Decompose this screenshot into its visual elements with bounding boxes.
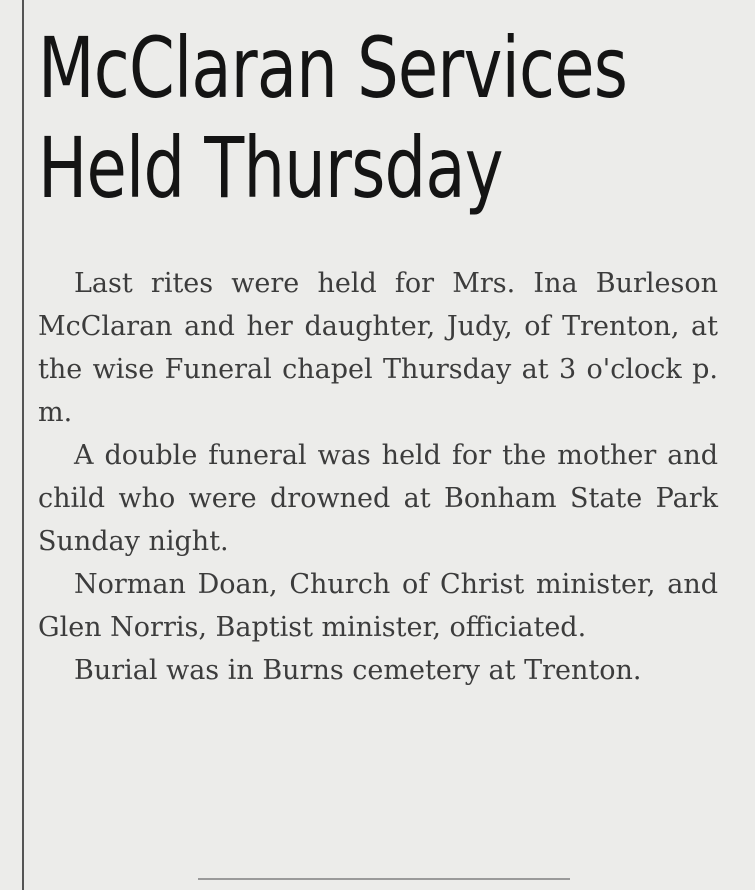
paragraph-burial: Burial was in Burns cemetery at Trenton. [74, 655, 642, 686]
paragraph-last-rites: Last rites were held for Mrs. Ina Burleson McClaran and her daughter, Judy, of Trenton, at the wise Funeral chapel Thursday at 3 o'clock p. m. [38, 268, 718, 428]
article-body [38, 262, 718, 692]
headline-line-1: McClaran Services [38, 19, 628, 117]
bottom-divider [198, 878, 570, 880]
headline-line-2: Held Thursday [38, 119, 503, 217]
column-rule [22, 0, 24, 890]
paragraph-officiants: Norman Doan, Church of Christ minister, and Glen Norris, Baptist minister, officiated. [38, 569, 718, 643]
headline [38, 18, 628, 218]
paragraph-double-funeral: A double funeral was held for the mother and child who were drowned at Bonham State Park Sunday night. [38, 440, 718, 557]
news-article [38, 18, 718, 218]
